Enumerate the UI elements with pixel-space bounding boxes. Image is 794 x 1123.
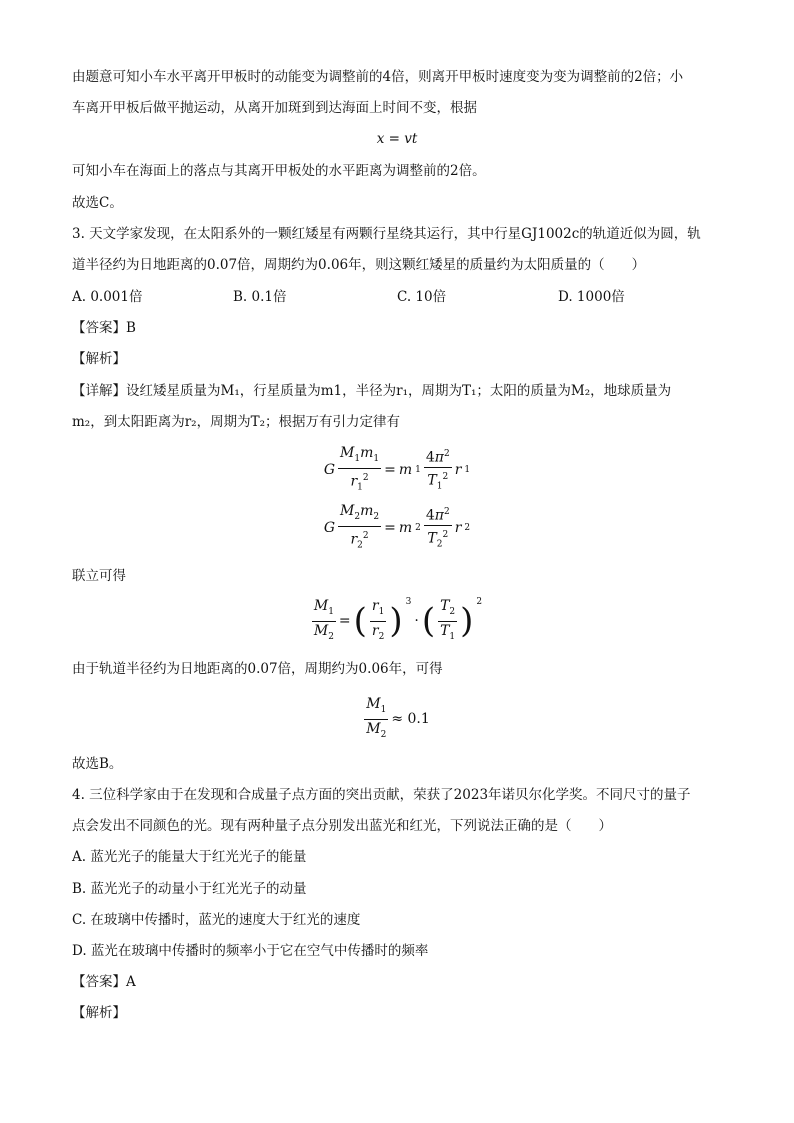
option-b: B. 蓝光光子的动量小于红光光子的动量 [72, 881, 307, 897]
since-line: 由于轨道半径约为日地距离的0.07倍，周期约为0.06年，可得 [72, 661, 443, 677]
paragraph-line: 可知小车在海面上的落点与其离开甲板处的水平距离为调整前的2倍。 [72, 163, 486, 179]
paragraph-line: 车离开甲板后做平抛运动，从离开加斑到到达海面上时间不变，根据 [72, 100, 477, 116]
question-3-stem: 道半径约为日地距离的0.07倍，周期约为0.06年，则这颗红矮星的质量约为太阳质量的（ ） [72, 257, 646, 273]
choice-line: 故选B。 [72, 756, 123, 772]
question-3-stem: 3. 天文学家发现，在太阳系外的一颗红矮星有两颗行星绕其运行，其中行星GJ1002c的轨道近似为圆，轨 [72, 226, 701, 242]
analysis-label: 【解析】 [72, 1005, 126, 1021]
answer-label: 【答案】A [72, 974, 136, 990]
option-d: D. 蓝光在玻璃中传播时的频率小于它在空气中传播时的频率 [72, 943, 429, 959]
choice-line: 故选C。 [72, 195, 123, 211]
gravitation-formula-2: G $\frac{M_2m_2}{r_2^2}$ = m 2 $\frac{4\pi^2}{T_2^2}$ r 2 [323, 503, 471, 551]
option-a: A. 蓝光光子的能量大于红光光子的能量 [72, 849, 307, 865]
option-c: C. 10倍 [397, 289, 447, 305]
mass-ratio-formula: $\frac{M_1}{M_2}$ = ( $\frac{r_1}{r_2}$ ) $^3$ · ( $\frac{T_2}{T_1}$ ) $^2$ [313, 597, 483, 642]
option-b: B. 0.1倍 [233, 289, 287, 305]
combine-line: 联立可得 [72, 568, 126, 584]
option-a: A. 0.001倍 [72, 289, 143, 305]
formula-x-vt: x = vt [376, 131, 418, 147]
analysis-label: 【解析】 [72, 351, 126, 367]
detail-line: m₂，到太阳距离为r₂，周期为T₂；根据万有引力定律有 [72, 414, 400, 430]
question-4-stem: 4. 三位科学家由于在发现和合成量子点方面的突出贡献，荣获了2023年诺贝尔化学奖。不同尺寸的量子 [72, 787, 691, 803]
option-c: C. 在玻璃中传播时，蓝光的速度大于红光的速度 [72, 912, 361, 928]
answer-label: 【答案】B [72, 320, 136, 336]
detail-line: 【详解】设红矮星质量为M₁，行星质量为m1，半径为r₁，周期为T₁；太阳的质量为M₂，地球质量为 [72, 383, 672, 399]
question-4-stem: 点会发出不同颜色的光。现有两种量子点分别发出蓝光和红光，下列说法正确的是（ ） [72, 818, 612, 834]
approx-value: ≈ 0.1 [391, 711, 430, 728]
paragraph-line: 由题意可知小车水平离开甲板时的动能变为调整前的4倍，则离开甲板时速度变为变为调整前的2倍；小 [72, 69, 684, 85]
gravitation-formula-1: G $\frac{M_1m_1}{r_1^2}$ = m 1 $\frac{4\pi^2}{T_1^2}$ r 1 [323, 445, 471, 493]
option-d: D. 1000倍 [558, 289, 625, 305]
mass-ratio-result: $\frac{M_1}{M_2}$ ≈ 0.1 [366, 696, 430, 740]
